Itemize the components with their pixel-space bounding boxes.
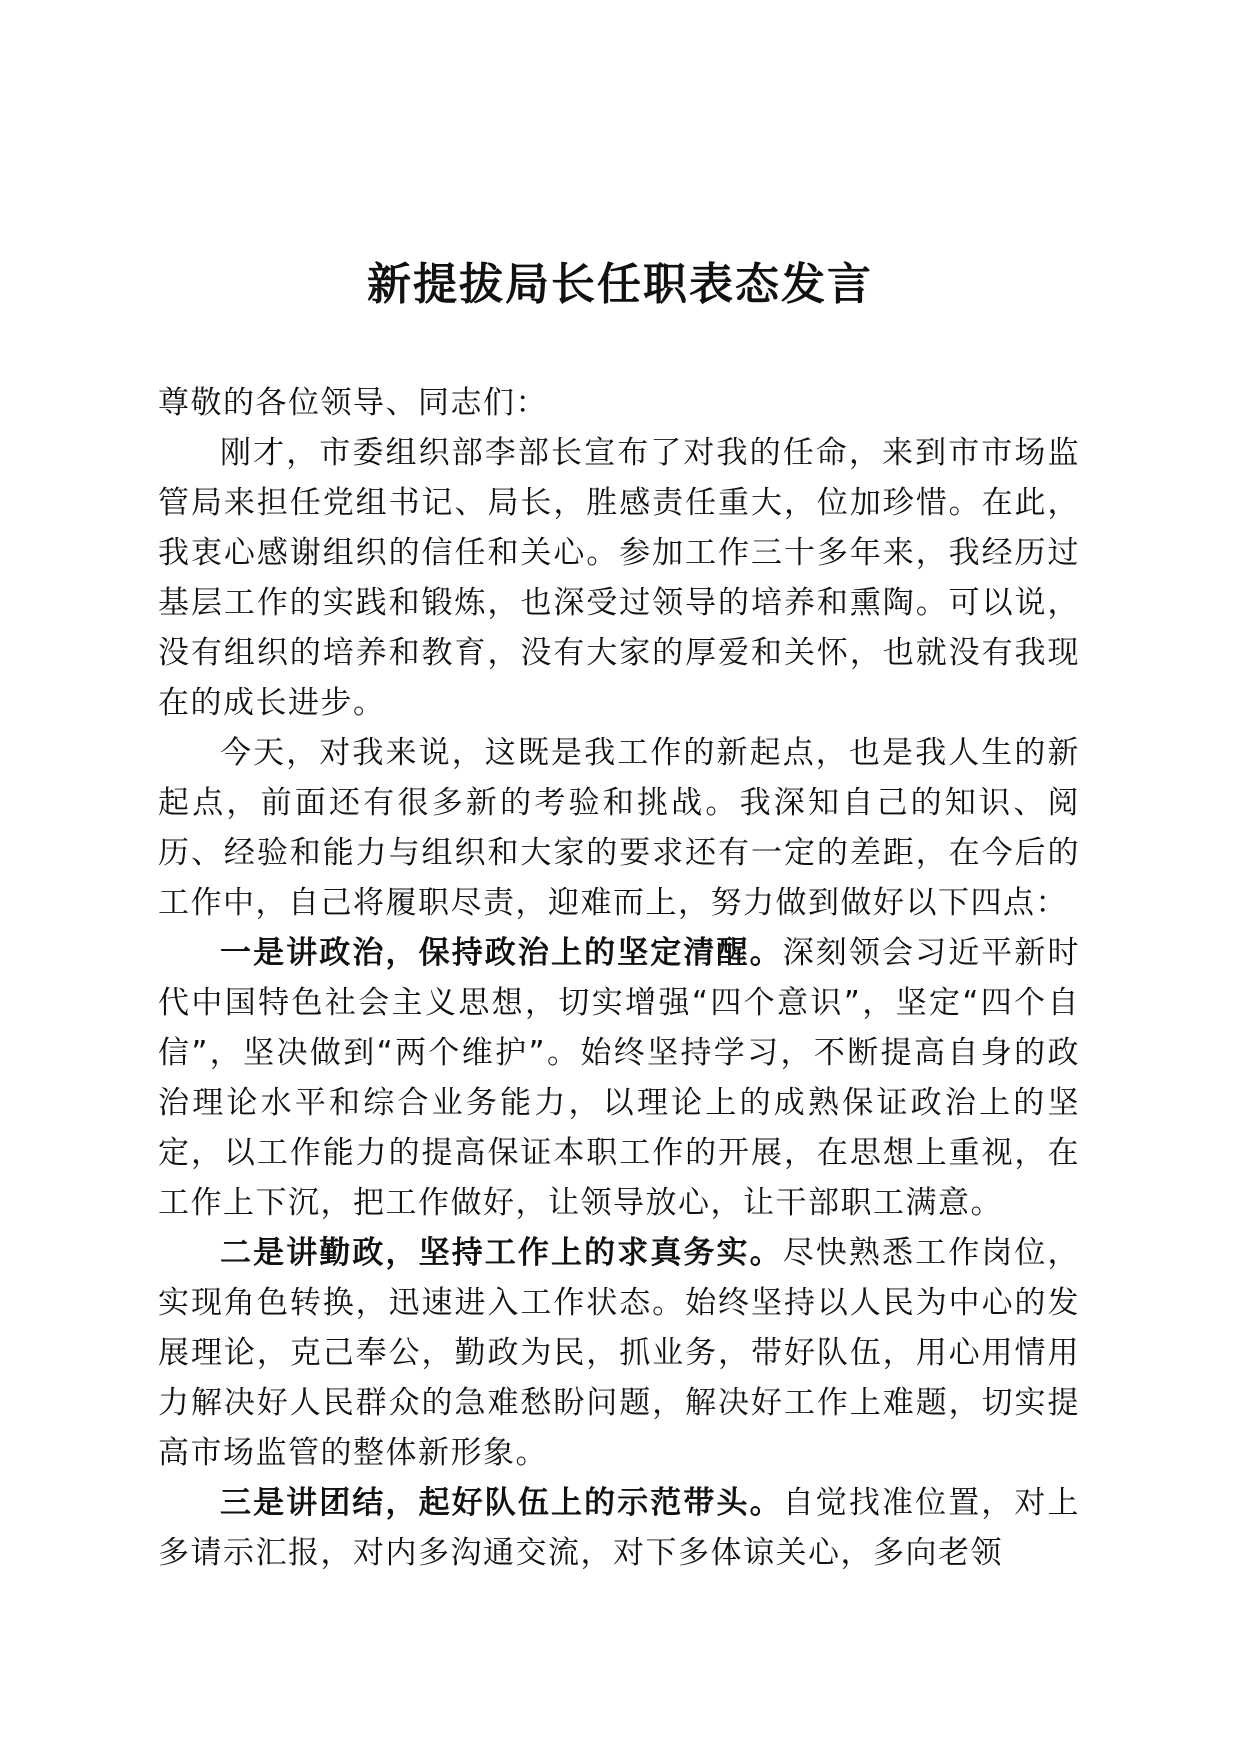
- paragraph-point-one: [158, 928, 1080, 1228]
- document-body: [158, 378, 1080, 1578]
- paragraph-text: 自觉找准位置，对上多请示汇报，对内多沟通交流，对下多体谅关心，多向老领: [158, 1485, 1081, 1571]
- paragraph-point-two: [158, 1228, 1080, 1478]
- greeting: 尊敬的各位领导、同志们：: [158, 385, 548, 421]
- paragraph-text: 刚才，市委组织部李部长宣布了对我的任命，来到市市场监管局来担任党组书记、局长，胜感责任重大，位加珍惜。在此，我衷心感谢组织的信任和关心。参加工作三十多年来，我经历过基层工作的实践和锻炼，也深受过领导的培养和熏陶。可以说，没有组织的培养和教育，没有大家的厚爱和关怀，也就没有我现在的成长进步。: [158, 435, 1080, 721]
- paragraph-appointment: [158, 428, 1080, 728]
- paragraph-text: 今天，对我来说，这既是我工作的新起点，也是我人生的新起点，前面还有很多新的考验和挑战。我深知自己的知识、阅历、经验和能力与组织和大家的要求还有一定的差距，在今后的工作中，自己将履职尽责，迎难而上，努力做到做好以下四点：: [158, 735, 1080, 921]
- paragraph-point-three: [158, 1478, 1080, 1578]
- paragraph-lead: 三是讲团结，起好队伍上的示范带头。: [220, 1485, 783, 1521]
- paragraph-text: 深刻领会习近平新时代中国特色社会主义思想，切实增强“四个意识”，坚定“四个自信”，坚决做到“两个维护”。始终坚持学习，不断提高自身的政治理论水平和综合业务能力，以理论上的成熟保证政治上的坚定，以工作能力的提高保证本职工作的开展，在思想上重视，在工作上下沉，把工作做好，让领导放心，让干部职工满意。: [158, 935, 1081, 1221]
- paragraph-lead: 二是讲勤政，坚持工作上的求真务实。: [220, 1235, 783, 1271]
- document-title: 新提拔局长任职表态发言: [367, 259, 873, 310]
- paragraph-new-start: [158, 728, 1080, 928]
- paragraph-lead: 一是讲政治，保持政治上的坚定清醒。: [220, 935, 783, 971]
- paragraph-text: 尽快熟悉工作岗位，实现角色转换，迅速进入工作状态。始终坚持以人民为中心的发展理论，克己奉公，勤政为民，抓业务，带好队伍，用心用情用力解决好人民群众的急难愁盼问题，解决好工作上难题，切实提高市场监管的整体新形象。: [158, 1235, 1081, 1471]
